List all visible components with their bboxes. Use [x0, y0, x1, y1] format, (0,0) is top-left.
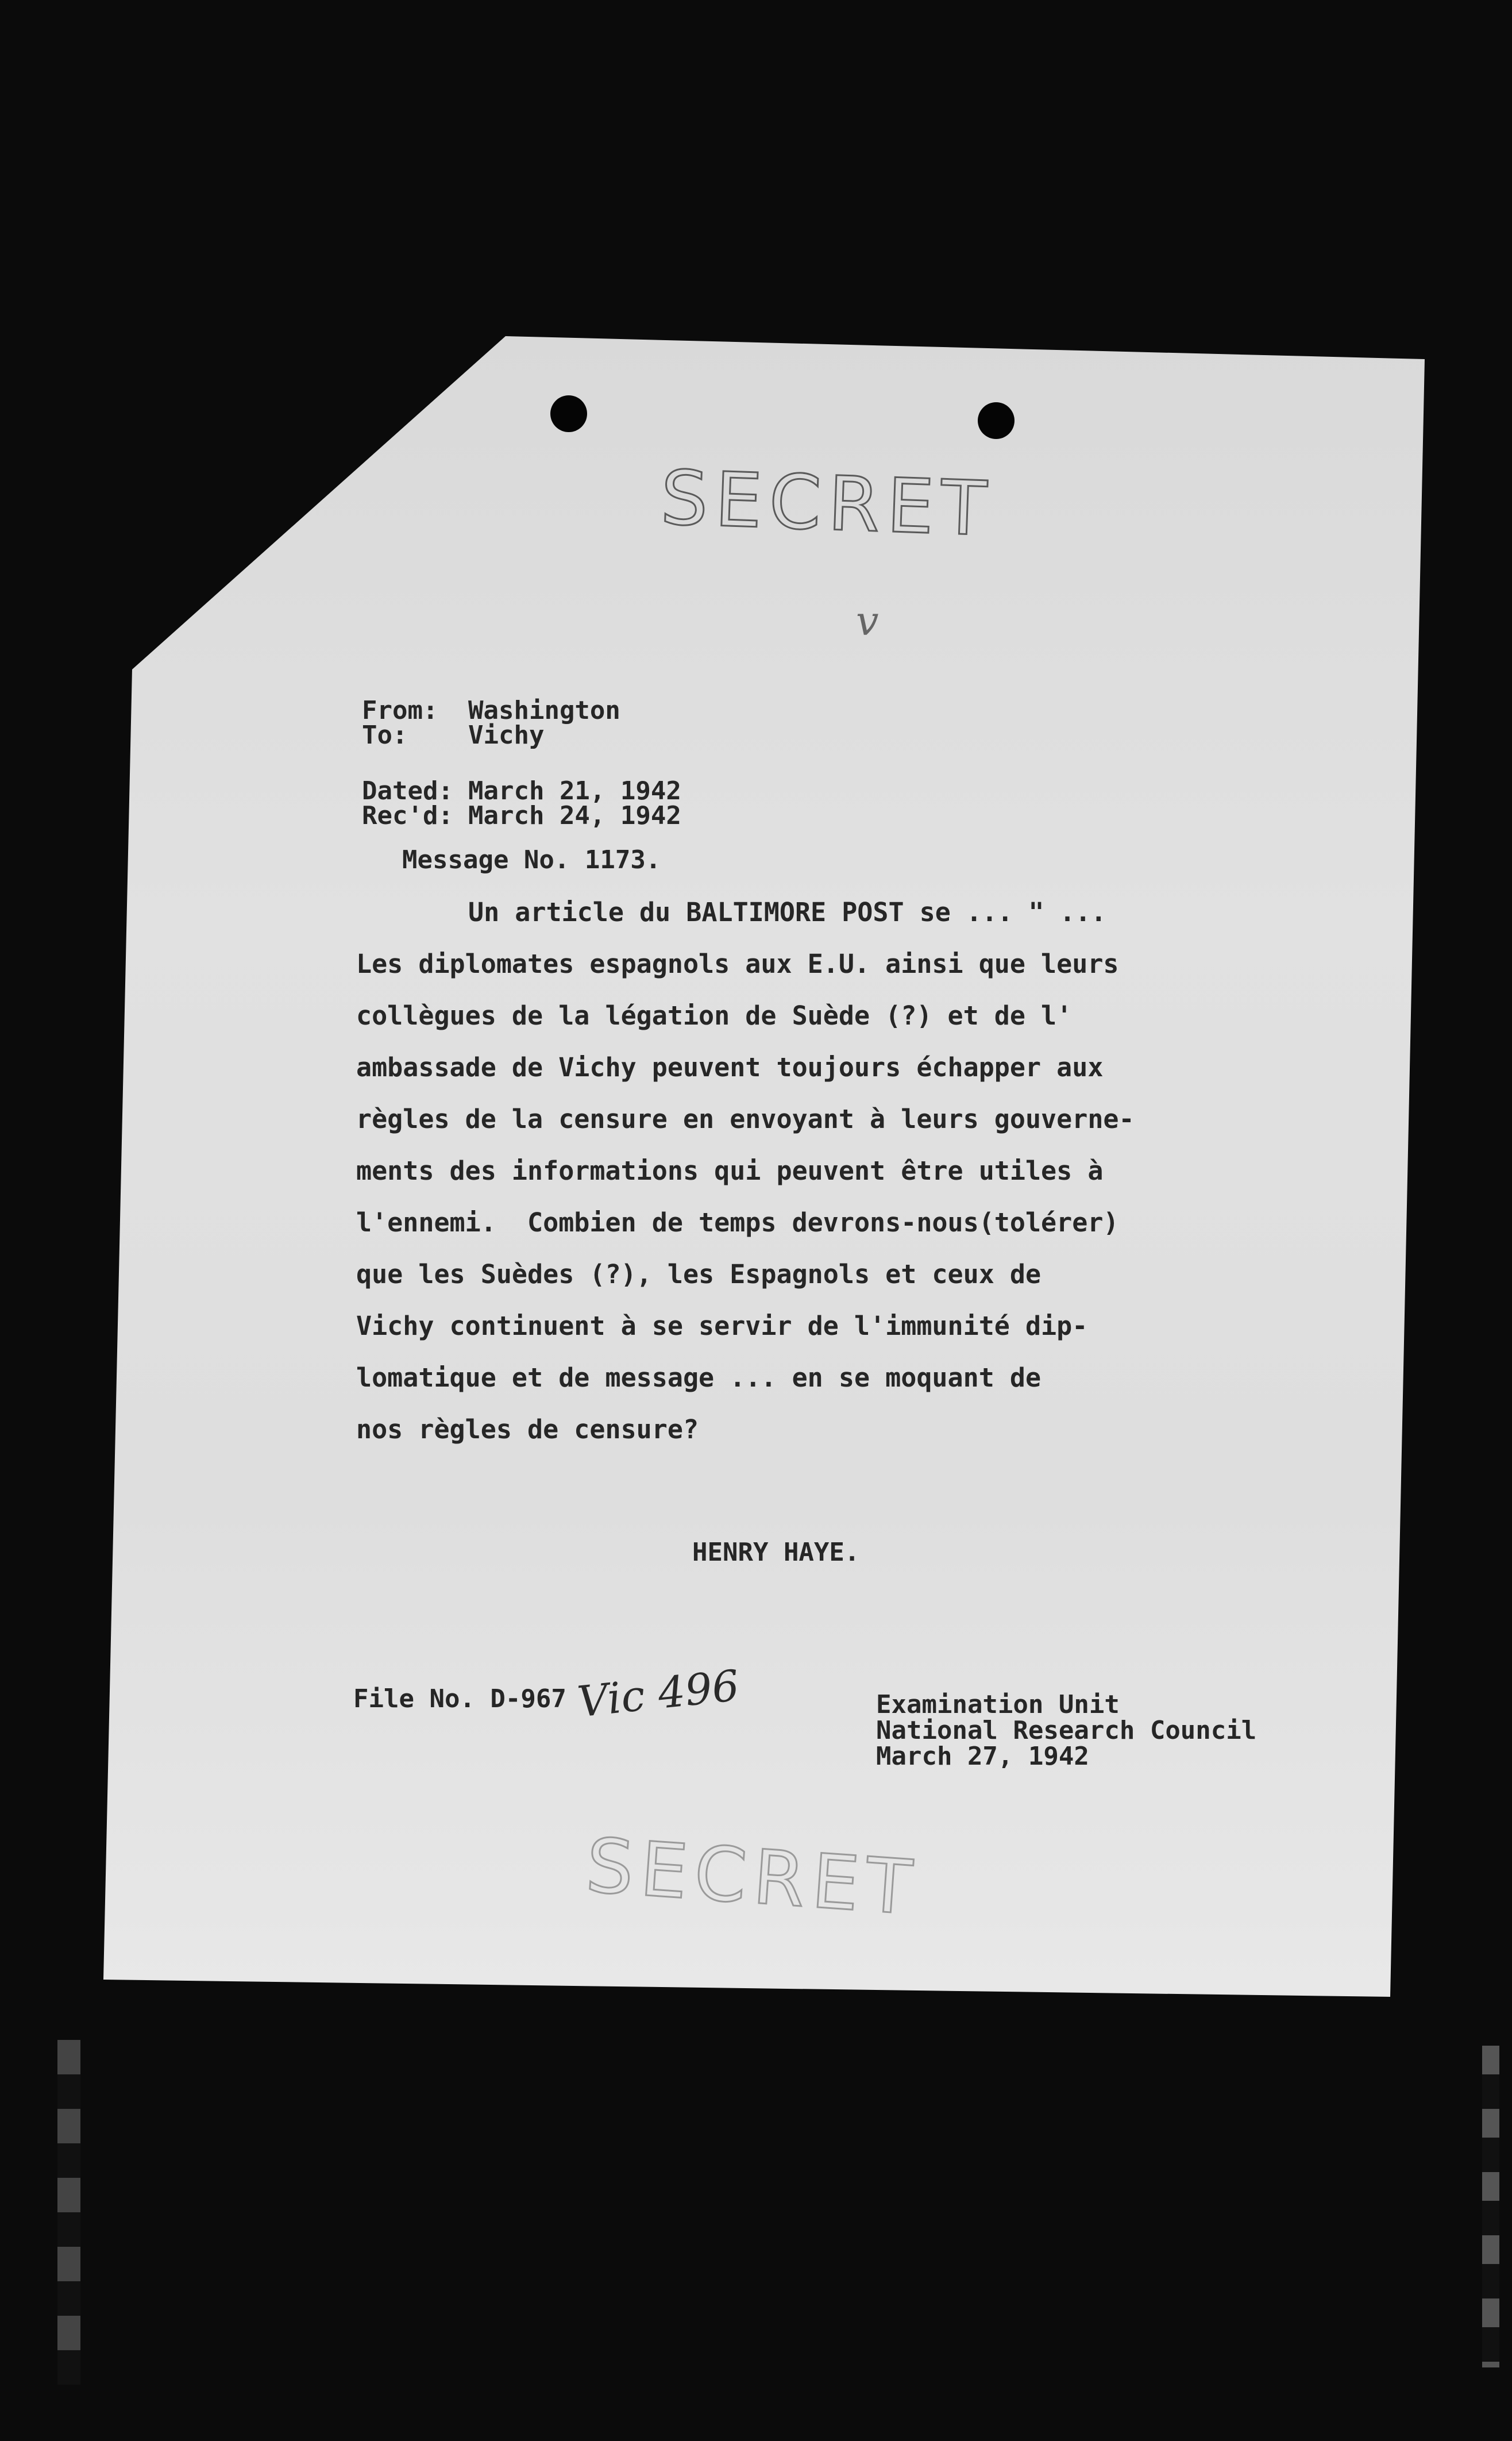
- body-line: l'ennemi. Combien de temps devrons-nous(tolérer): [356, 1207, 1119, 1238]
- body-line: nos règles de censure?: [356, 1414, 699, 1445]
- body-line: que les Suèdes (?), les Espagnols et ceux de: [356, 1259, 1042, 1289]
- body-line: Vichy continuent à se servir de l'immunité dip-: [356, 1311, 1088, 1341]
- body-line: Un article du BALTIMORE POST se ... " ...: [468, 897, 1106, 927]
- to-label: To:: [362, 721, 408, 750]
- footer-council: National Research Council: [876, 1716, 1257, 1745]
- received-value: March 24, 1942: [468, 801, 681, 830]
- handwritten-reference: Vic 496: [575, 1661, 742, 1727]
- body-line: règles de la censure en envoyant à leurs gouverne-: [356, 1104, 1135, 1134]
- punch-hole-left: [550, 395, 587, 432]
- secret-stamp-bottom: SECRET: [583, 1821, 921, 1932]
- body-line: lomatique et de message ... en se moquant de: [356, 1362, 1042, 1393]
- dated-label: Dated:: [362, 776, 453, 806]
- secret-stamp-top: SECRET: [659, 453, 995, 553]
- received-label: Rec'd:: [362, 801, 453, 830]
- footer-date: March 27, 1942: [876, 1742, 1089, 1771]
- punch-hole-right: [978, 402, 1015, 439]
- footer-unit: Examination Unit: [876, 1690, 1120, 1719]
- body-line: collègues de la légation de Suède (?) et de l': [356, 1000, 1073, 1031]
- film-edge-left: [57, 2040, 80, 2385]
- to-value: Vichy: [468, 721, 545, 750]
- message-number: Message No. 1173.: [402, 845, 661, 875]
- handwritten-check-mark: v: [856, 598, 879, 645]
- from-value: Washington: [468, 696, 620, 725]
- film-edge-right: [1482, 2046, 1499, 2367]
- from-label: From:: [362, 696, 438, 725]
- file-number: File No. D-967: [353, 1684, 566, 1714]
- body-line: ambassade de Vichy peuvent toujours échapper aux: [356, 1052, 1104, 1083]
- body-line: Les diplomates espagnols aux E.U. ainsi que leurs: [356, 949, 1119, 979]
- dated-value: March 21, 1942: [468, 776, 681, 806]
- body-line: ments des informations qui peuvent être utiles à: [356, 1156, 1104, 1186]
- signature: HENRY HAYE.: [692, 1538, 860, 1567]
